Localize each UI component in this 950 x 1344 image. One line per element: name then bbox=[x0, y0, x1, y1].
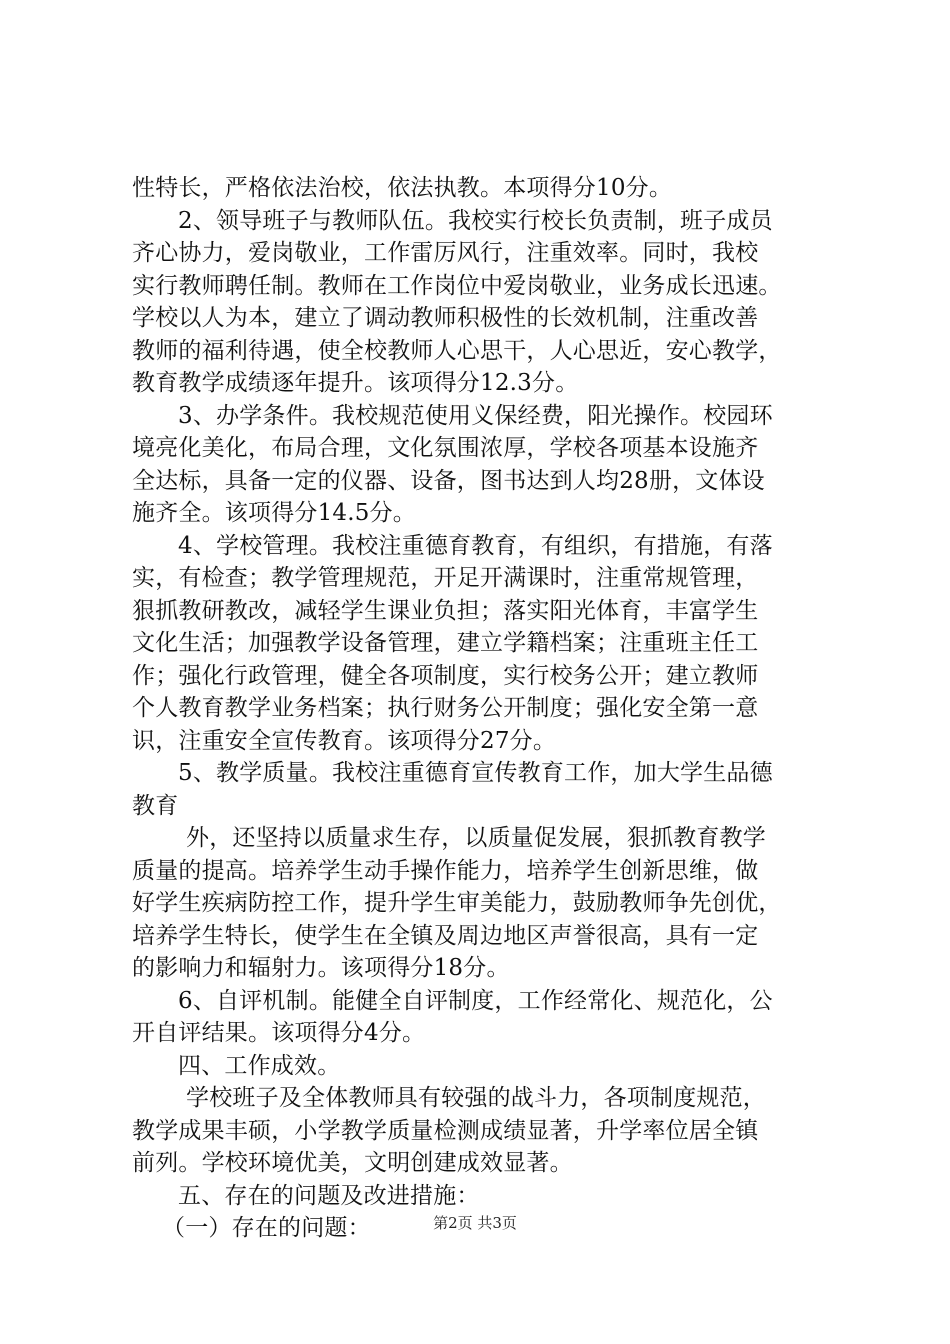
text-line: 教育 bbox=[132, 792, 179, 819]
text-line: 质量的提高。培养学生动手操作能力，培养学生创新思维，做 bbox=[132, 857, 759, 884]
text-line: 外，还坚持以质量求生存，以质量促发展，狠抓教育教学 bbox=[186, 825, 766, 851]
text-line: 作；强化行政管理，健全各项制度，实行校务公开；建立教师 bbox=[132, 662, 759, 689]
text-line: 性特长，严格依法治校，依法执教。本项得分10分。 bbox=[132, 175, 673, 201]
paragraph-self-evaluation: 6、自评机制。能健全自评制度，工作经常化、规范化，公 bbox=[178, 987, 773, 1014]
text-line: 境亮化美化，布局合理，文化氛围浓厚，学校各项基本设施齐 bbox=[132, 435, 759, 461]
text-line: 施齐全。该项得分14.5分。 bbox=[132, 500, 417, 526]
text-line: 教学成果丰硕，小学教学质量检测成绩显著，升学率位居全镇 bbox=[132, 1117, 759, 1144]
paragraph-management: 4、学校管理。我校注重德育教育，有组织，有措施，有落 bbox=[178, 532, 773, 559]
text-line: 好学生疾病防控工作，提升学生审美能力，鼓励教师争先创优， bbox=[132, 890, 782, 916]
paragraph-results: 学校班子及全体教师具有较强的战斗力，各项制度规范， bbox=[186, 1085, 766, 1111]
section-heading-problems: 五、存在的问题及改进措施： bbox=[178, 1182, 480, 1209]
text-line: 学校以人为本，建立了调动教师积极性的长效机制，注重改善 bbox=[132, 305, 759, 331]
paragraph-leadership: 2、领导班子与教师队伍。我校实行校长负责制，班子成员 bbox=[178, 207, 773, 234]
text-line: 实，有检查；教学管理规范，开足开满课时，注重常规管理， bbox=[132, 565, 759, 591]
text-line: 狠抓教研教改，减轻学生课业负担；落实阳光体育，丰富学生 bbox=[132, 597, 759, 624]
text-line: 文化生活；加强教学设备管理，建立学籍档案；注重班主任工 bbox=[132, 630, 759, 656]
text-line: 教育教学成绩逐年提升。该项得分12.3分。 bbox=[132, 370, 579, 396]
text-line: 实行教师聘任制。教师在工作岗位中爱岗敬业，业务成长迅速。 bbox=[132, 272, 782, 299]
document-body bbox=[132, 172, 832, 1245]
text-line: 齐心协力，爱岗敬业，工作雷厉风行，注重效率。同时，我校 bbox=[132, 240, 759, 266]
paragraph-quality: 5、教学质量。我校注重德育宣传教育工作，加大学生品德 bbox=[178, 760, 773, 786]
text-line: 教师的福利待遇，使全校教师人心思干，人心思近，安心教学， bbox=[132, 337, 782, 364]
text-line: 个人教育教学业务档案；执行财务公开制度；强化安全第一意 bbox=[132, 695, 759, 721]
page-footer: 第2页 共3页 bbox=[433, 1214, 517, 1232]
subsection-heading-problems: （一）存在的问题： bbox=[162, 1215, 371, 1241]
text-line: 培养学生特长，使学生在全镇及周边地区声誉很高，具有一定 bbox=[132, 922, 759, 949]
section-heading-results: 四、工作成效。 bbox=[178, 1052, 341, 1079]
paragraph-conditions: 3、办学条件。我校规范使用义保经费，阳光操作。校园环 bbox=[178, 402, 773, 429]
text-line: 开自评结果。该项得分4分。 bbox=[132, 1020, 426, 1046]
text-line: 全达标，具备一定的仪器、设备，图书达到人均28册，文体设 bbox=[132, 467, 765, 494]
text-line: 前列。学校环境优美，文明创建成效显著。 bbox=[132, 1150, 573, 1176]
text-line: 识，注重安全宣传教育。该项得分27分。 bbox=[132, 727, 557, 754]
text-line: 的影响力和辐射力。该项得分18分。 bbox=[132, 955, 510, 981]
